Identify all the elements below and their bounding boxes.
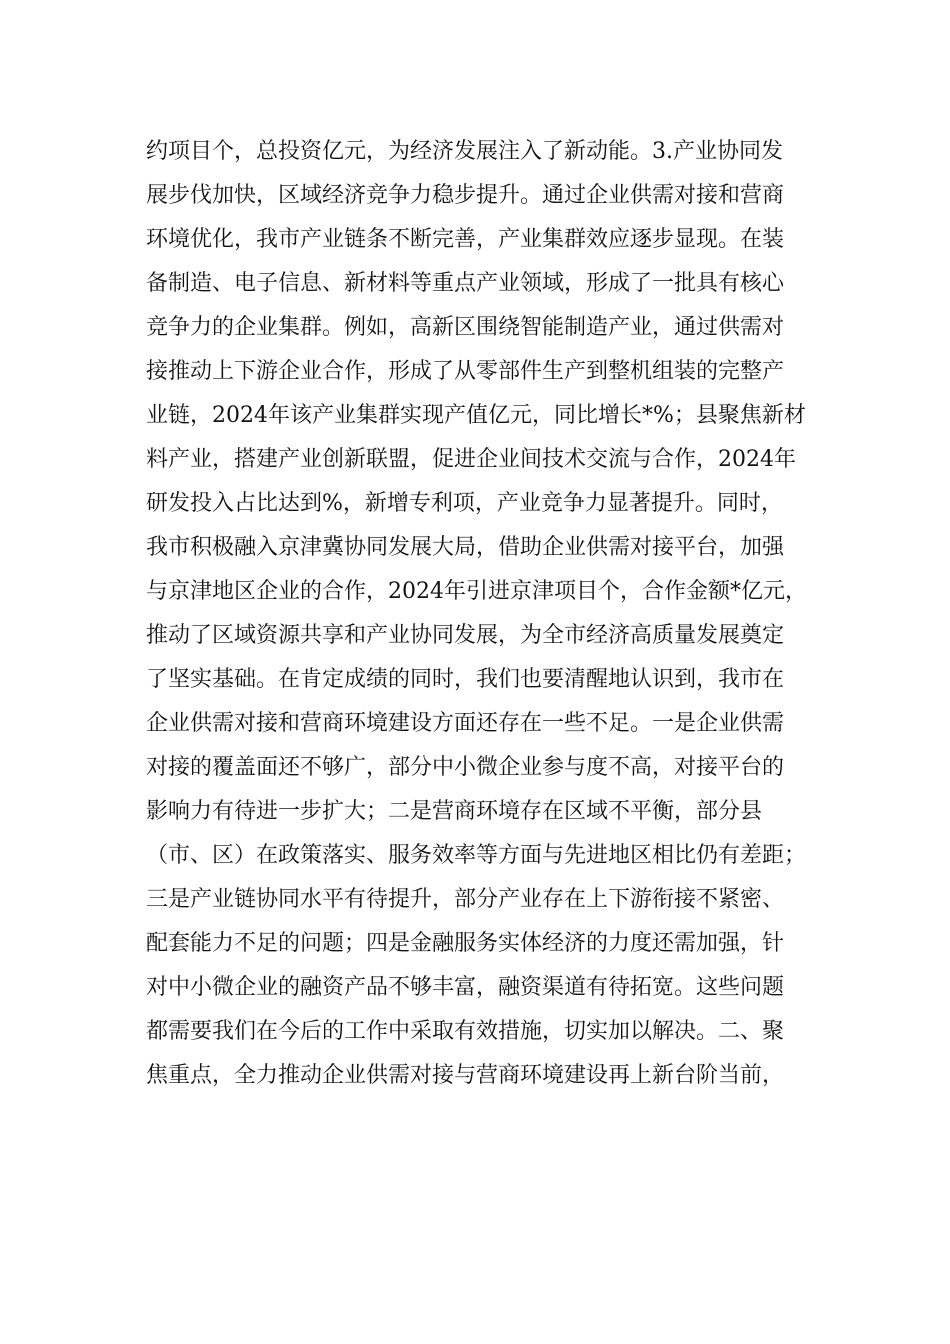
text-line: 企业供需对接和营商环境建设方面还存在一些不足。一是企业供需 [146, 711, 785, 736]
text-line: 约项目个，总投资亿元，为经济发展注入了新动能。3.产业协同发 [146, 139, 783, 164]
text-line: 推动了区域资源共享和产业协同发展，为全市经济高质量发展奠定 [146, 623, 785, 648]
text-line: 业链，2024年该产业集群实现产值亿元，同比增长*%；县聚焦新材 [146, 403, 806, 428]
text-line: 研发投入占比达到%，新增专利项，产业竞争力显著提升。同时， [146, 491, 783, 516]
text-line: 对中小微企业的融资产品不够丰富，融资渠道有待拓宽。这些问题 [146, 975, 785, 1000]
text-line: 都需要我们在今后的工作中采取有效措施，切实加以解决。二、聚 [146, 1019, 785, 1044]
text-line: 与京津地区企业的合作，2024年引进京津项目个，合作金额*亿元， [146, 579, 807, 604]
text-line: 焦重点，全力推动企业供需对接与营商环境建设再上新台阶当前， [146, 1063, 785, 1088]
text-line: 接推动上下游企业合作，形成了从零部件生产到整机组装的完整产 [146, 359, 785, 384]
body-text [146, 130, 826, 1098]
text-line: 展步伐加快，区域经济竞争力稳步提升。通过企业供需对接和营商 [146, 183, 785, 208]
text-line: 备制造、电子信息、新材料等重点产业领域，形成了一批具有核心 [146, 271, 785, 296]
text-line: 我市积极融入京津冀协同发展大局，借助企业供需对接平台，加强 [146, 535, 785, 560]
text-line: 竞争力的企业集群。例如，高新区围绕智能制造产业，通过供需对 [146, 315, 785, 340]
text-line: 了坚实基础。在肯定成绩的同时，我们也要清醒地认识到，我市在 [146, 667, 785, 692]
text-line: 三是产业链协同水平有待提升，部分产业存在上下游衔接不紧密、 [146, 887, 785, 912]
text-line: 环境优化，我市产业链条不断完善，产业集群效应逐步显现。在装 [146, 227, 785, 252]
text-line: 影响力有待进一步扩大；二是营商环境存在区域不平衡，部分县 [146, 799, 763, 824]
text-line: （市、区）在政策落实、服务效率等方面与先进地区相比仍有差距； [146, 843, 807, 868]
text-line: 对接的覆盖面还不够广，部分中小微企业参与度不高，对接平台的 [146, 755, 785, 780]
text-line: 配套能力不足的问题；四是金融服务实体经济的力度还需加强，针 [146, 931, 785, 956]
text-line: 料产业，搭建产业创新联盟，促进企业间技术交流与合作，2024年 [146, 447, 796, 472]
